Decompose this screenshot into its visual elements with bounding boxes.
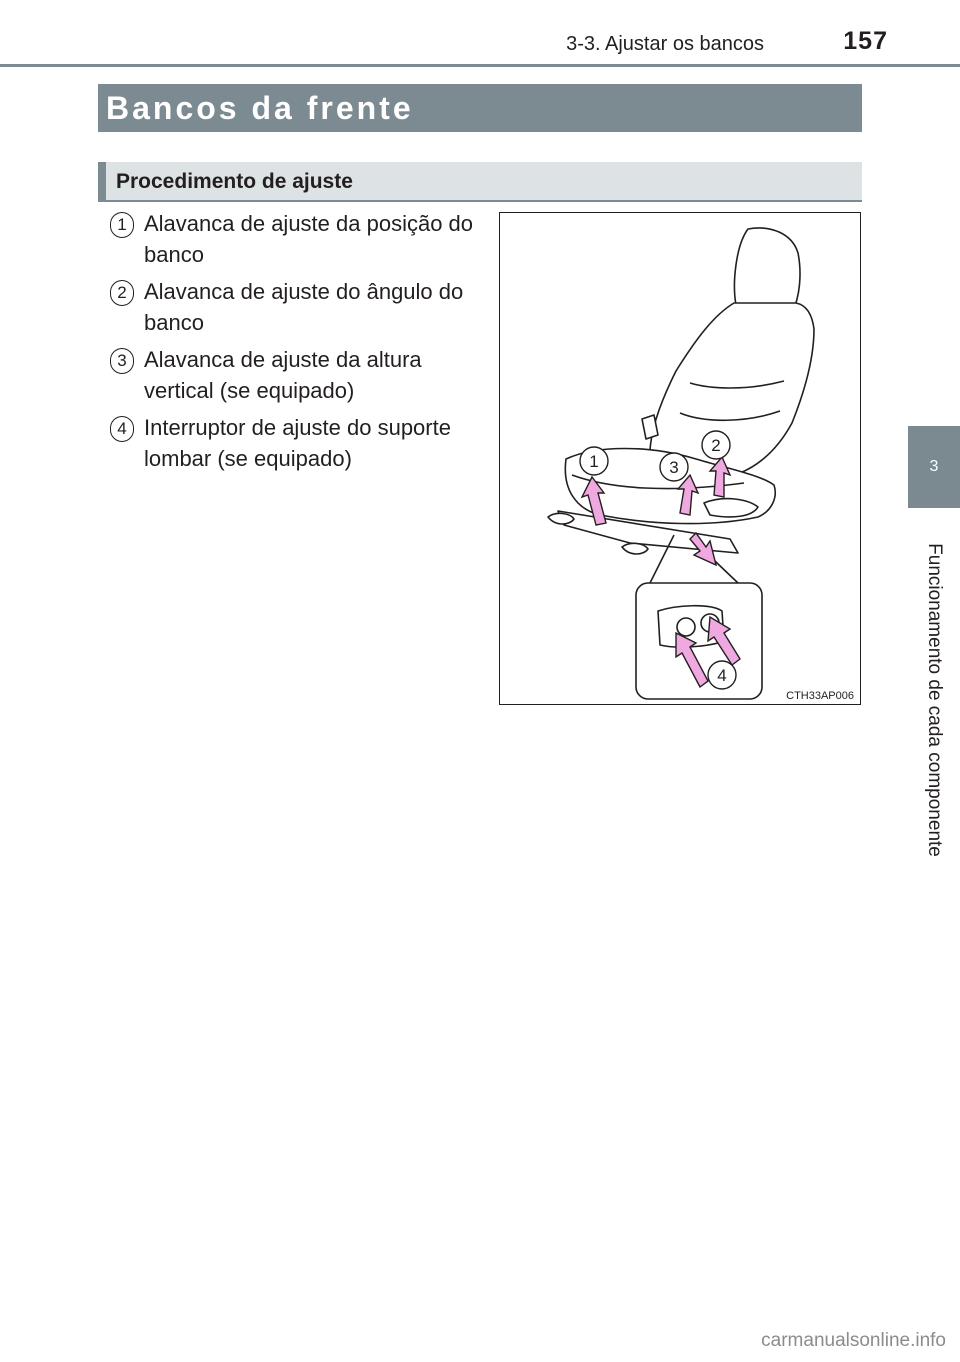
page-title: Bancos da frente — [106, 90, 414, 126]
callout-3-label: 3 — [669, 458, 679, 477]
section-title: 3-3. Ajustar os bancos — [566, 33, 764, 55]
list-item — [110, 208, 480, 270]
watermark: carmanualsonline.info — [761, 1330, 946, 1351]
subtitle: Procedimento de ajuste — [116, 170, 353, 193]
seat-illustration — [499, 212, 861, 705]
callout-1-label: 1 — [589, 452, 599, 471]
item-number: 3 — [110, 348, 134, 374]
item-text: Alavanca de ajuste da posição do banco — [144, 211, 474, 267]
header-rule — [0, 64, 960, 67]
chapter-title: Funcionamento de cada componente — [924, 543, 945, 857]
chapter-number: 3 — [929, 458, 939, 475]
figure-code: CTH33AP006 — [786, 690, 854, 702]
list-item — [110, 276, 480, 338]
page-number: 157 — [843, 27, 888, 55]
title-bar — [98, 84, 862, 132]
page-header — [0, 0, 960, 70]
item-text: Alavanca de ajuste do ângulo do banco — [144, 279, 464, 335]
item-number: 4 — [110, 416, 134, 442]
seatback-shape — [650, 303, 814, 477]
item-text: Interruptor de ajuste do suporte lombar (se equipado) — [144, 415, 451, 471]
list-item — [110, 412, 480, 474]
item-text: Alavanca de ajuste da altura vertical (se equipado) — [144, 347, 422, 403]
subtitle-bar — [98, 162, 862, 202]
item-number: 2 — [110, 280, 134, 306]
list-item — [110, 344, 480, 406]
callout-4-label: 4 — [717, 666, 727, 685]
subtitle-accent — [98, 162, 106, 202]
seat-drawing — [500, 213, 860, 704]
item-number: 1 — [110, 212, 134, 238]
callout-2-label: 2 — [711, 436, 721, 455]
chapter-tab — [908, 426, 960, 508]
